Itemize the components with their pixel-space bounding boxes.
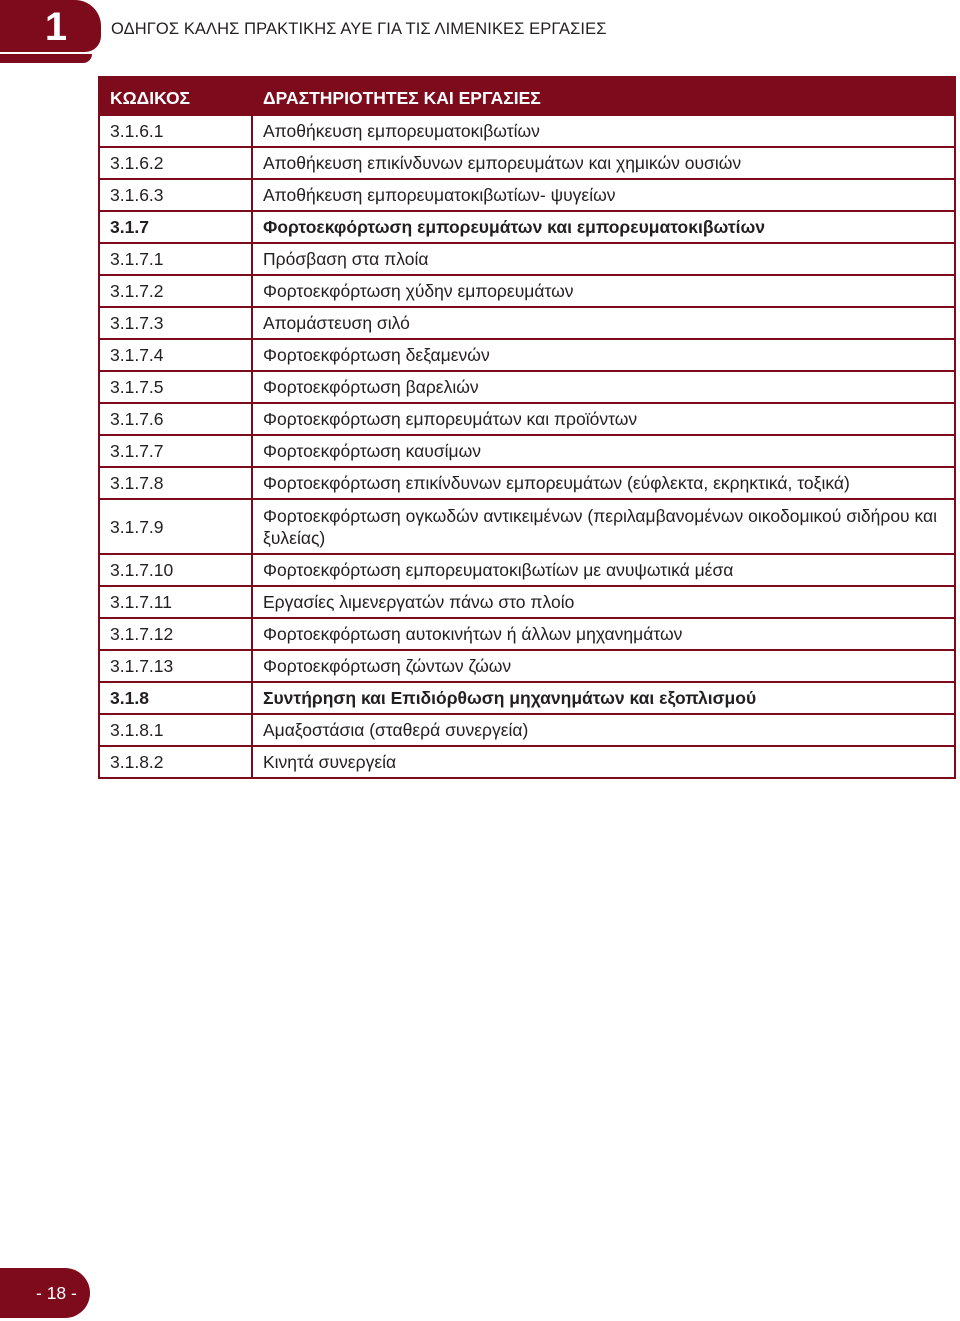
activity-cell: Φορτοεκφόρτωση βαρελιών (252, 371, 955, 403)
code-cell: 3.1.7.1 (99, 243, 252, 275)
table-row (99, 499, 955, 554)
column-header-activity: ΔΡΑΣΤΗΡΙΟΤΗΤΕΣ ΚΑΙ ΕΡΓΑΣΙΕΣ (252, 77, 955, 115)
table-row (99, 403, 955, 435)
code-cell: 3.1.7.7 (99, 435, 252, 467)
activity-cell: Απομάστευση σιλό (252, 307, 955, 339)
code-cell: 3.1.6.1 (99, 115, 252, 147)
table-row-section (99, 211, 955, 243)
table-row (99, 243, 955, 275)
table-row (99, 275, 955, 307)
table-row (99, 467, 955, 499)
activity-cell: Συντήρηση και Επιδιόρθωση μηχανημάτων και εξοπλισμού (252, 682, 955, 714)
table-row (99, 371, 955, 403)
code-cell: 3.1.7.9 (99, 499, 252, 554)
table-header-row (99, 77, 955, 115)
code-cell: 3.1.6.3 (99, 179, 252, 211)
code-cell: 3.1.7.5 (99, 371, 252, 403)
activity-cell: Αμαξοστάσια (σταθερά συνεργεία) (252, 714, 955, 746)
activity-cell: Φορτοεκφόρτωση εμπορευμάτων και προϊόντων (252, 403, 955, 435)
activities-table (98, 76, 956, 779)
activity-cell: Φορτοεκφόρτωση ογκωδών αντικειμένων (περιλαμβανομένων οικοδομικού σιδήρου και ξυλείας) (252, 499, 955, 554)
table-row (99, 115, 955, 147)
activity-cell: Φορτοεκφόρτωση εμπορευμάτων και εμπορευματοκιβωτίων (252, 211, 955, 243)
code-cell: 3.1.7.6 (99, 403, 252, 435)
table-row (99, 650, 955, 682)
activity-cell: Φορτοεκφόρτωση εμπορευματοκιβωτίων με ανυψωτικά μέσα (252, 554, 955, 586)
code-cell: 3.1.7.3 (99, 307, 252, 339)
code-cell: 3.1.8 (99, 682, 252, 714)
table-row (99, 554, 955, 586)
activity-cell: Αποθήκευση επικίνδυνων εμπορευμάτων και χημικών ουσιών (252, 147, 955, 179)
activity-cell: Φορτοεκφόρτωση δεξαμενών (252, 339, 955, 371)
activity-cell: Εργασίες λιμενεργατών πάνω στο πλοίο (252, 586, 955, 618)
code-cell: 3.1.7.8 (99, 467, 252, 499)
code-cell: 3.1.7.4 (99, 339, 252, 371)
column-header-code: ΚΩΔΙΚΟΣ (99, 77, 252, 115)
activity-cell: Φορτοεκφόρτωση επικίνδυνων εμπορευμάτων (εύφλεκτα, εκρηκτικά, τοξικά) (252, 467, 955, 499)
activity-cell: Φορτοεκφόρτωση καυσίμων (252, 435, 955, 467)
code-cell: 3.1.7.10 (99, 554, 252, 586)
table-row (99, 746, 955, 778)
page-number: - 18 - (36, 1283, 77, 1303)
activity-cell: Φορτοεκφόρτωση χύδην εμπορευμάτων (252, 275, 955, 307)
chapter-tab-underline (0, 54, 92, 63)
table-row (99, 179, 955, 211)
activity-cell: Φορτοεκφόρτωση ζώντων ζώων (252, 650, 955, 682)
table-row-section (99, 682, 955, 714)
table-row (99, 147, 955, 179)
chapter-number: 1 (44, 5, 68, 49)
table-row (99, 714, 955, 746)
code-cell: 3.1.7.11 (99, 586, 252, 618)
activity-cell: Αποθήκευση εμπορευματοκιβωτίων- ψυγείων (252, 179, 955, 211)
activity-cell: Φορτοεκφόρτωση αυτοκινήτων ή άλλων μηχανημάτων (252, 618, 955, 650)
page-header-title: ΟΔΗΓΟΣ ΚΑΛΗΣ ΠΡΑΚΤΙΚΗΣ ΑΥΕ ΓΙΑ ΤΙΣ ΛΙΜΕΝΙΚΕΣ ΕΡΓΑΣΙΕΣ (111, 20, 607, 38)
activity-cell: Πρόσβαση στα πλοία (252, 243, 955, 275)
code-cell: 3.1.6.2 (99, 147, 252, 179)
code-cell: 3.1.7.2 (99, 275, 252, 307)
table-row (99, 586, 955, 618)
code-cell: 3.1.7.12 (99, 618, 252, 650)
table-row (99, 307, 955, 339)
code-cell: 3.1.7 (99, 211, 252, 243)
code-cell: 3.1.8.1 (99, 714, 252, 746)
code-cell: 3.1.7.13 (99, 650, 252, 682)
table-row (99, 618, 955, 650)
table-row (99, 339, 955, 371)
table-row (99, 435, 955, 467)
activity-cell: Κινητά συνεργεία (252, 746, 955, 778)
activity-cell: Αποθήκευση εμπορευματοκιβωτίων (252, 115, 955, 147)
code-cell: 3.1.8.2 (99, 746, 252, 778)
